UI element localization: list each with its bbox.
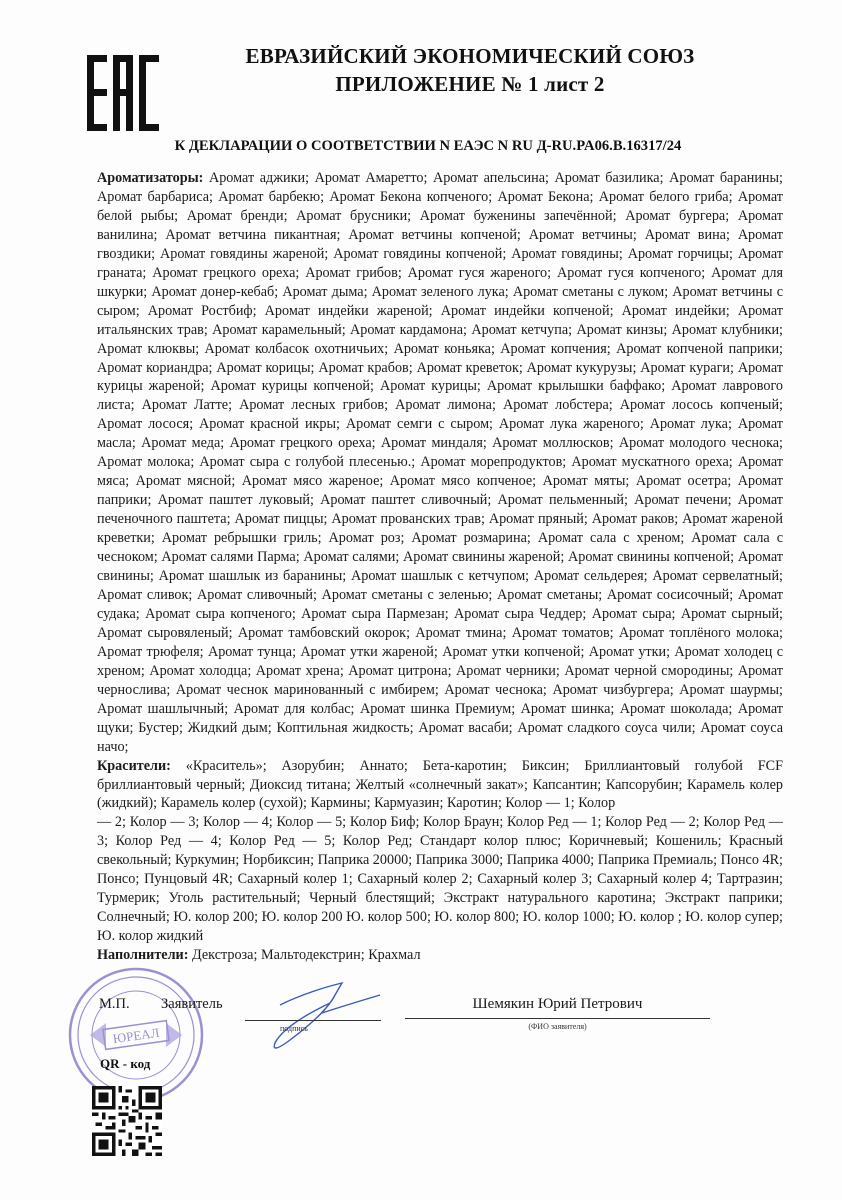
colorants-paragraph xyxy=(97,757,783,814)
declaration-number: К ДЕКЛАРАЦИИ О СООТВЕТСТВИИ N ЕАЭС N RU Д-RU.PA06.B.16317/24 xyxy=(174,138,682,154)
colorants-label: Красители: xyxy=(97,757,171,774)
name-caption: (ФИО заявителя) xyxy=(528,1022,587,1031)
fillers-paragraph xyxy=(97,946,783,965)
company-stamp xyxy=(66,965,206,1105)
composition-text xyxy=(97,169,783,965)
colorants-list: «Краситель»; Азорубин; Аннато; Бета-каротин; Биксин; Бриллиантовый голубой FCF бриллиантовый черный; Диоксид титана; Желтый «солнечный закат»; Капсантин; Капсорубин; Карамель колер (жидкий); Карамель колер (сухой); Кармины; Кармуазин; Каротин; Колор — 1; Колор xyxy=(97,757,783,812)
applicant-name: Шемякин Юрий Петрович xyxy=(472,996,643,1012)
eac-logo-icon xyxy=(87,55,159,131)
flavorings-label: Ароматизаторы: xyxy=(97,170,204,186)
signature-line xyxy=(245,1020,381,1021)
union-title: ЕВРАЗИЙСКИЙ ЭКОНОМИЧЕСКИЙ СОЮЗ xyxy=(245,44,695,68)
svg-text:ЮРЕАЛ: ЮРЕАЛ xyxy=(111,1024,161,1047)
flavorings-paragraph xyxy=(97,169,783,757)
flavorings-list: Аромат аджики; Аромат Амаретто; Аромат апельсина; Аромат базилика; Аромат баранины; Аромат барбариса; Аромат барбекю; Аромат Бекона копченого; Аромат Бекона; Аромат белого гриба; Аромат белой рыбы; Аромат бренди; Аромат брусники; Аромат буженины запечённой; Аромат бургера; Аромат ванилина; Аромат ветчина пикантная; Аромат ветчины копченой; Аромат ветчины; Аромат вина; Аромат гвоздики; Аромат говядины жареной; Аромат говядины копченой; Аромат говядины; Аромат горчицы; Аромат граната; Аромат грецкого ореха; Аромат грибов; Аромат гуся жареного; Аромат гуся копченого; Аромат для шкурки; Аромат донер-кебаб; Аромат дыма; Аромат зеленого лука; Аромат сметаны с луком; Аромат ветчины с сыром; Аромат Ростбиф; Аромат индейки жареной; Аромат индейки копченой; Аромат индейки; Аромат итальянских трав; Аромат карамельный; Аромат кардамона; Аромат кетчупа; Аромат кинзы; Аромат клубники; Аромат клюквы; Аромат колбасок охотничьих; Аромат коньяка; Аромат копчения; Аромат копченой паприки; Аромат кориандра; Аромат корицы; Аромат крабов; Аромат креветок; Аромат кукурузы; Аромат кураги; Аромат курицы жареной; Аромат курицы копченой; Аромат курицы; Аромат крылышки баффако; Аромат лаврового листа; Аромат Латте; Аромат лесных грибов; Аромат лимона; Аромат лобстера; Аромат лосось копченый; Аромат лосося; Аромат красной икры; Аромат семги с сыром; Аромат лука жареного; Аромат лука; Аромат масла; Аромат меда; Аромат грецкого ореха; Аромат миндаля; Аромат моллюсков; Аромат молодого чеснока; Аромат молока; Аромат сыра с голубой плесенью.; Аромат морепродуктов; Аромат мускатного ореха; Аромат мяса; Аромат мясной; Аромат мясо жареное; Аромат мясо копченое; Аромат мяты; Аромат осетра; Аромат паприки; Аромат паштет луковый; Аромат паштет сливочный; Аромат пельменный; Аромат печени; Аромат печеночного паштета; Аромат пиццы; Аромат прованских трав; Аромат пряный; Аромат раков; Аромат жареной креветки; Аромат ребрышки гриль; Аромат роз; Аромат розмарина; Аромат сала с хреном; Аромат сала с чесноком; Аромат салями Парма; Аромат салями; Аромат свинины жареной; Аромат свинины копченой; Аромат свинины; Аромат шашлык из баранины; Аромат шашлык с кетчупом; Аромат сельдерея; Аромат сервелатный; Аромат сливок; Аромат сливочный; Аромат сметаны с зеленью; Аромат сметаны; Аромат сосисочный; Аромат судака; Аромат сыра копченого; Аромат сыра Пармезан; Аромат сыра Чеддер; Аромат сыра; Аромат сырный; Аромат сыровяленый; Аромат тамбовский окорок; Аромат тмина; Аромат томатов; Аромат топлёного молока; Аромат трюфеля; Аромат тунца; Аромат утки жареной; Аромат утки копченой; Аромат утки; Аромат холодец с хреном; Аромат холодца; Аромат хрена; Аромат цитрона; Аромат черники; Аромат черной смородины; Аромат чернослива; Аромат чеснок маринованный с имбирем; Аромат чеснока; Аромат чизбургера; Аромат шаурмы; Аромат шашлычный; Аромат для колбас; Аромат шинка Премиум; Аромат шинка; Аромат шоколада; Аромат щуки; Бустер; Жидкий дым; Коптильная жидкость; Аромат васаби; Аромат сладкого соуса чили; Аромат соуса начо; xyxy=(97,170,783,755)
name-line xyxy=(405,1018,710,1019)
colorants-paragraph-cont xyxy=(97,813,783,946)
colorants-list-cont: — 2; Колор — 3; Колор — 4; Колор — 5; Колор Биф; Колор Браун; Колор Ред — 1; Колор Ред — 2; Колор Ред — 3; Колор Ред — 4; Колор Ред — 5; Колор Ред; Стандарт колор плюс; Коричневый; Кошениль; Красный свекольный; Куркумин; Норбиксин; Паприка 20000; Паприка 3000; Паприка 4000; Паприка Премиаль; Понсо 4R; Понсо; Пунцовый 4R; Сахарный колер 1; Сахарный колер 2; Сахарный колер 3; Сахарный колер 4; Тартразин; Турмерик; Уголь растительный; Черный блестящий; Экстракт натурального каротина; Экстракт паприки; Солнечный; Ю. колор 200; Ю. колор 200 Ю. колор 500; Ю. колор 800; Ю. колор 1000; Ю. колор ; Ю. колор супер; Ю. колор жидкий xyxy=(97,814,783,945)
fillers-list: Декстроза; Мальтодекстрин; Крахмал xyxy=(188,947,421,964)
qr-code-label: QR - код xyxy=(100,1056,151,1071)
qr-code-icon[interactable] xyxy=(92,1086,162,1156)
signature-caption: подпись xyxy=(280,1024,308,1033)
applicant-label: Заявитель xyxy=(161,996,223,1012)
handwritten-signature xyxy=(230,965,390,1055)
fillers-label: Наполнители: xyxy=(97,947,189,964)
appendix-title: ПРИЛОЖЕНИЕ № 1 лист 2 xyxy=(335,72,605,96)
seal-place-label: М.П. xyxy=(99,996,130,1012)
